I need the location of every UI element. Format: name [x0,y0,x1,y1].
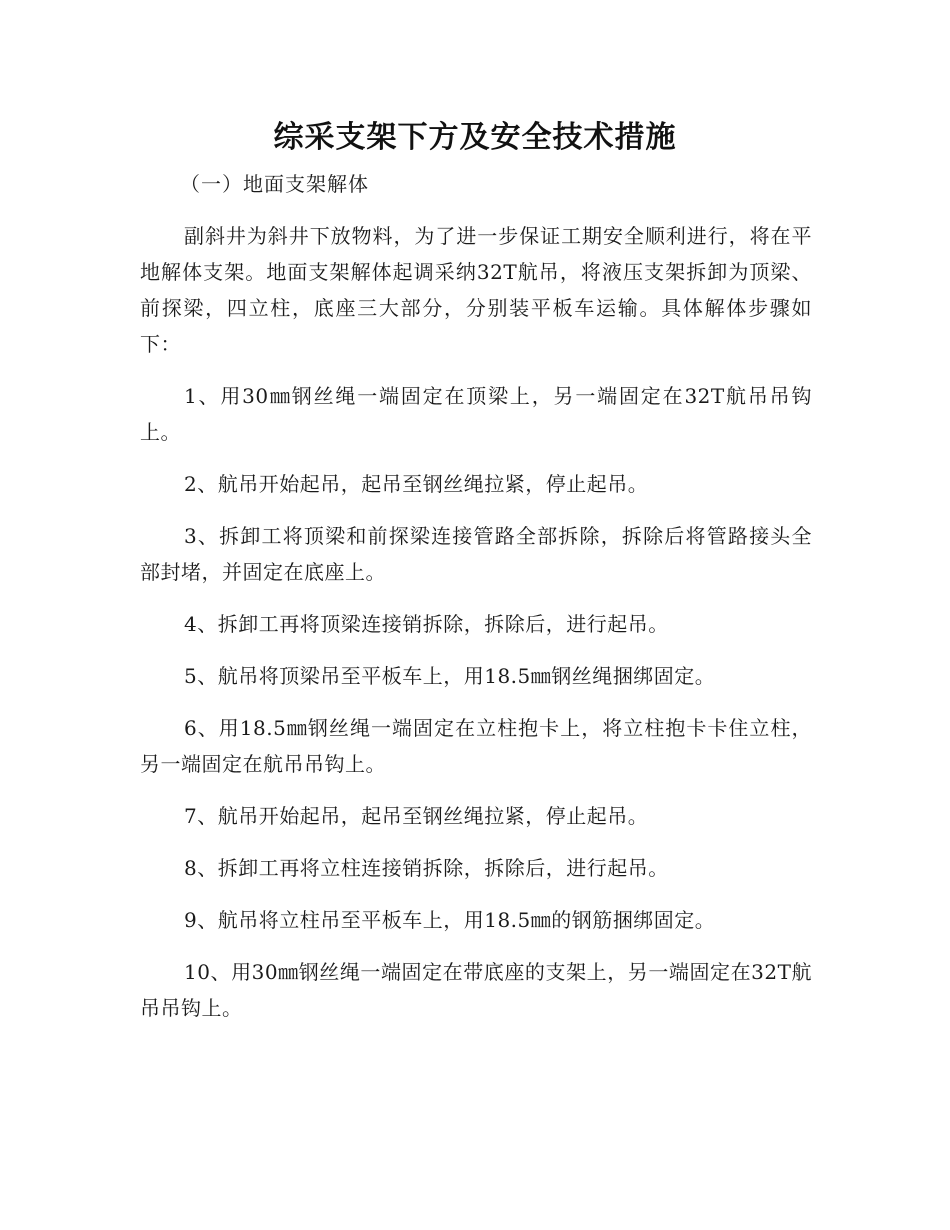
paragraph-step-6: 6、用18.5㎜钢丝绳一端固定在立柱抱卡上，将立柱抱卡卡住立柱，另一端固定在航吊吊钩上。 [140,716,812,776]
paragraph-step-1: 1、用30㎜钢丝绳一端固定在顶梁上，另一端固定在32T航吊吊钩上。 [140,384,812,444]
paragraph-step-4: 4、拆卸工再将顶梁连接销拆除，拆除后，进行起吊。 [184,612,669,636]
paragraph-step-2: 2、航吊开始起吊，起吊至钢丝绳拉紧，停止起吊。 [184,472,649,496]
paragraph-step-9: 9、航吊将立柱吊至平板车上，用18.5㎜的钢筋捆绑固定。 [184,908,716,932]
document-title: 综采支架下方及安全技术措施 [273,120,677,155]
paragraph-step-5: 5、航吊将顶梁吊至平板车上，用18.5㎜钢丝绳捆绑固定。 [184,664,716,688]
paragraph-intro: 副斜井为斜井下放物料，为了进一步保证工期安全顺利进行，将在平地解体支架。地面支架解体起调采纳32T航吊，将液压支架拆卸为顶梁、前探梁，四立柱，底座三大部分，分别装平板车运输。具体解体步骤如下： [140,224,812,356]
paragraph-step-8: 8、拆卸工再将立柱连接销拆除，拆除后，进行起吊。 [184,856,669,880]
paragraph-step-10: 10、用30㎜钢丝绳一端固定在带底座的支架上，另一端固定在32T航吊吊钩上。 [140,960,812,1020]
paragraph-step-7: 7、航吊开始起吊，起吊至钢丝绳拉紧，停止起吊。 [184,804,649,828]
paragraph-step-3: 3、拆卸工将顶梁和前探梁连接管路全部拆除，拆除后将管路接头全部封堵，并固定在底座上。 [140,524,812,584]
document-body [140,218,812,1042]
section-heading: （一）地面支架解体 [180,172,369,196]
